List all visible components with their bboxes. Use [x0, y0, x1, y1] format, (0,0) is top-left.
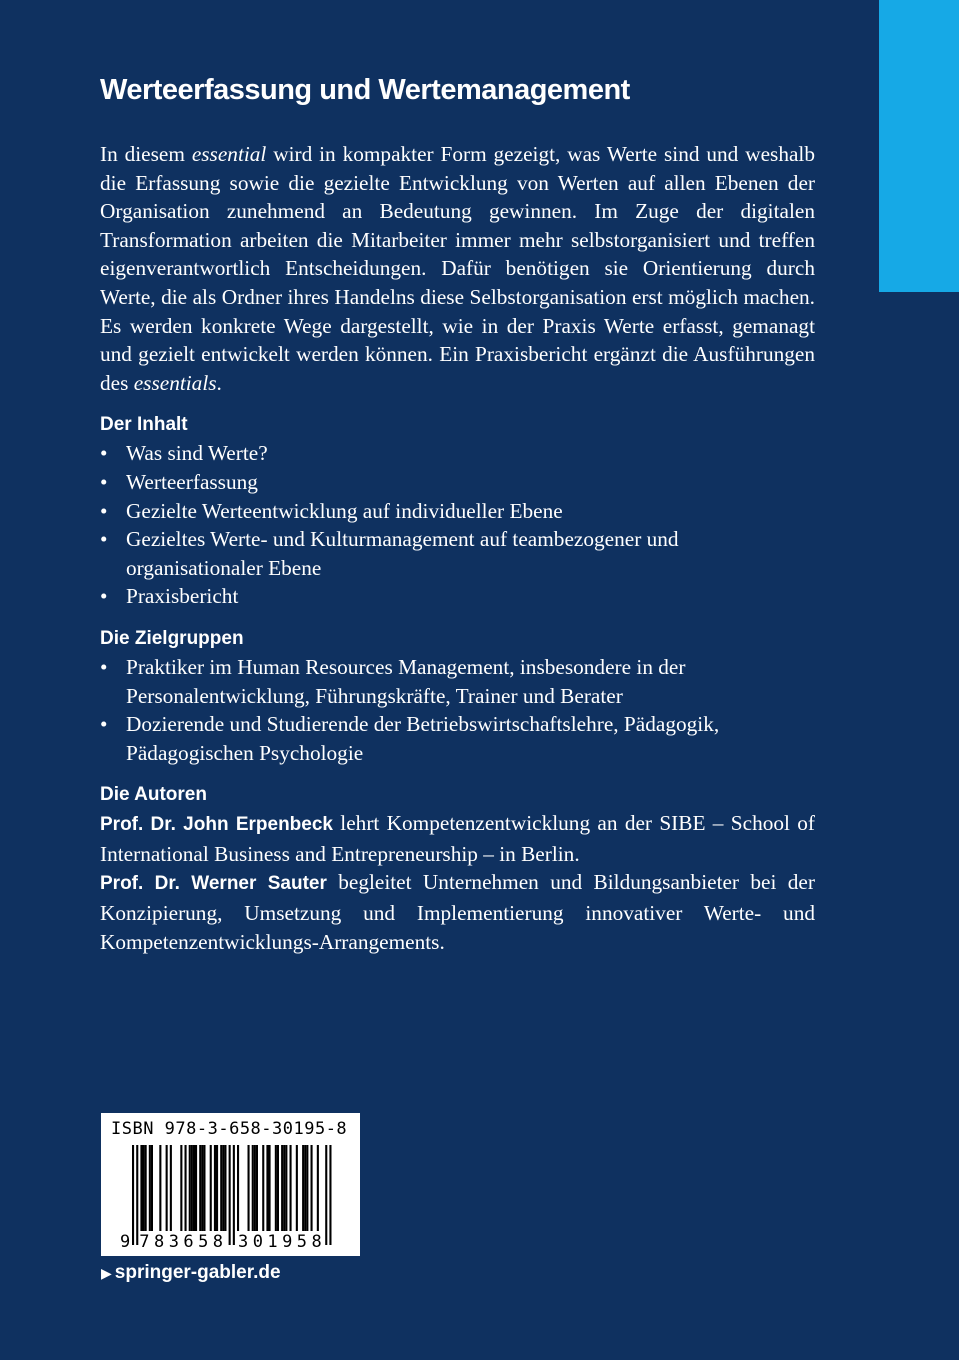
bullet-icon: •	[100, 527, 108, 552]
barcode-bar	[185, 1145, 187, 1231]
author-2	[100, 868, 815, 956]
list-item	[100, 468, 815, 497]
isbn-label: ISBN 978-3-658-30195-8	[111, 1119, 348, 1139]
barcode-bar	[233, 1145, 235, 1245]
barcode-bar	[262, 1145, 264, 1231]
barcode-bar	[224, 1145, 226, 1231]
arrow-right-icon: ▶	[101, 1265, 112, 1281]
barcode-bar	[214, 1145, 216, 1231]
barcode-bar	[189, 1145, 191, 1231]
barcode-bar	[325, 1145, 327, 1245]
barcode-bar	[143, 1145, 145, 1231]
barcode-bar	[237, 1145, 239, 1231]
barcode-bar	[329, 1145, 331, 1245]
barcode-bar	[317, 1145, 319, 1231]
accent-bar	[879, 0, 959, 292]
barcode-bar	[166, 1145, 168, 1231]
bullet-icon: •	[100, 498, 108, 523]
intro-text-2: wird in kompakter Form gezeigt, was Werte sind und weshalb die Erfassung sowie die gezielte Entwicklung von Werten auf allen Ebenen der Organisation zunehmend an Bedeutung gewinnen. Im Zuge der digitalen Transformation arbeiten die Mitarbeiter immer mehr selbstorganisiert und treffen eigenverantwortlich Entscheidungen. Dafür benötigen sie Orientierung durch Werte, die als Ordner ihres Handelns diese Selbstorganisation erst möglich machen. Es werden konkrete Wege dargestellt, wie in der Praxis Werte erfasst, gemanagt und gezielt entwickelt werden können. Ein Praxisbericht ergänzt die Ausführungen des	[100, 142, 815, 395]
barcode-bar	[306, 1145, 308, 1231]
barcode-bar	[266, 1145, 268, 1231]
barcode-digit: 0	[252, 1232, 263, 1252]
barcode-digit: 8	[154, 1232, 165, 1252]
barcode-bar	[149, 1145, 151, 1231]
barcode-bar	[285, 1145, 287, 1231]
autoren-section	[100, 781, 815, 956]
barcode-bar	[222, 1145, 224, 1231]
barcode-digit: 8	[212, 1232, 224, 1252]
list-item-text: Werteerfassung	[126, 469, 258, 494]
list-item	[100, 653, 815, 710]
barcode-bar	[304, 1145, 306, 1231]
intro-paragraph	[100, 140, 815, 397]
barcode-bar	[256, 1145, 258, 1231]
barcode-digit: 9	[282, 1232, 293, 1252]
barcode-bar	[180, 1145, 182, 1231]
barcode-digit: 3	[168, 1232, 179, 1252]
barcode-bar	[311, 1145, 313, 1231]
inhalt-section	[100, 411, 815, 611]
barcode-bar	[159, 1145, 161, 1231]
barcode-bar	[220, 1145, 222, 1231]
list-item	[100, 497, 815, 526]
intro-text-3: .	[216, 370, 222, 395]
barcode-bar	[296, 1145, 298, 1231]
barcode-bar	[203, 1145, 205, 1231]
list-item	[100, 710, 815, 767]
inhalt-list	[100, 439, 815, 611]
barcode-bar	[140, 1145, 142, 1231]
barcode-bar	[302, 1145, 304, 1231]
barcode-digit: 7	[139, 1232, 150, 1252]
list-item-text: Was sind Werte?	[126, 441, 268, 466]
barcode-digit: 8	[311, 1232, 322, 1252]
barcode-bar	[151, 1145, 153, 1231]
barcode-bar	[132, 1145, 134, 1245]
barcode-bar	[193, 1145, 195, 1231]
book-title: Werteerfassung und Wertemanagement	[100, 74, 630, 106]
barcode-bar	[216, 1145, 218, 1231]
barcode-digit: 9	[120, 1232, 131, 1252]
barcode-bar	[170, 1145, 172, 1231]
barcode-bar	[269, 1145, 271, 1231]
barcode-bar	[195, 1145, 197, 1231]
list-item-text: Gezieltes Werte- und Kulturmanagement auf teambezogener und organisationaler Ebene	[126, 527, 679, 580]
barcode-digit: 5	[198, 1232, 209, 1252]
inhalt-heading: Der Inhalt	[100, 414, 188, 436]
list-item	[100, 525, 815, 582]
intro-emphasis-2: essentials	[133, 370, 217, 395]
barcode-bar	[136, 1145, 138, 1245]
barcode-bar	[283, 1145, 285, 1231]
barcode-bar	[201, 1145, 203, 1231]
author-1	[100, 809, 815, 868]
barcode-bar	[254, 1145, 256, 1231]
website-link[interactable]	[101, 1262, 281, 1284]
zielgruppen-section	[100, 625, 815, 767]
barcode	[101, 1113, 360, 1256]
intro-text-1: In diesem	[100, 142, 192, 166]
list-item-text: Praxisbericht	[126, 584, 239, 609]
barcode-bar	[210, 1145, 212, 1231]
barcode-digit: 1	[267, 1232, 278, 1252]
barcode-bar	[229, 1145, 231, 1245]
author-1-bio: lehrt Kompetenzentwicklung an der SIBE – School of International Business and Entrepreneurship – in Berlin.	[100, 811, 815, 866]
list-item-text: Dozierende und Studierende der Betriebswirtschaftslehre, Pädagogik, Pädagogischen Psychologie	[126, 712, 720, 765]
back-cover-content	[100, 70, 815, 956]
bullet-icon: •	[100, 469, 108, 494]
list-item	[100, 582, 815, 611]
bullet-icon: •	[100, 441, 108, 466]
intro-emphasis-1: essential	[191, 142, 267, 166]
list-item-text: Gezielte Werteentwicklung auf individueller Ebene	[126, 498, 563, 523]
barcode-bar	[277, 1145, 279, 1231]
barcode-bar	[191, 1145, 193, 1231]
bullet-icon: •	[100, 712, 108, 737]
author-1-name: Prof. Dr. John Erpenbeck	[100, 814, 333, 836]
barcode-digit: 5	[296, 1232, 308, 1252]
barcode-bar	[199, 1145, 201, 1231]
website-text: springer-gabler.de	[114, 1262, 281, 1283]
zielgruppen-heading: Die Zielgruppen	[100, 627, 244, 649]
barcode-bar	[290, 1145, 292, 1231]
bullet-icon: •	[100, 654, 108, 679]
barcode-bar	[145, 1145, 147, 1231]
list-item-text: Praktiker im Human Resources Management, insbesondere in der Personalentwicklung, Führungskräfte, Trainer und Berater	[126, 654, 686, 708]
autoren-heading: Die Autoren	[100, 784, 207, 806]
barcode-digit: 3	[238, 1232, 249, 1252]
zielgruppen-list	[100, 653, 815, 767]
barcode-bar	[275, 1145, 277, 1231]
list-item	[100, 439, 815, 468]
barcode-digit: 6	[183, 1232, 194, 1252]
barcode-bar	[248, 1145, 250, 1231]
author-2-name: Prof. Dr. Werner Sauter	[100, 873, 327, 895]
bullet-icon: •	[100, 584, 108, 609]
barcode-bar	[252, 1145, 254, 1231]
author-2-bio: begleitet Unternehmen und Bildungsanbieter bei der Konzipierung, Umsetzung und Implementierung innovativer Werte- und Kompetenzentwicklungs-Arrangements.	[100, 870, 815, 954]
barcode-bar	[281, 1145, 283, 1231]
